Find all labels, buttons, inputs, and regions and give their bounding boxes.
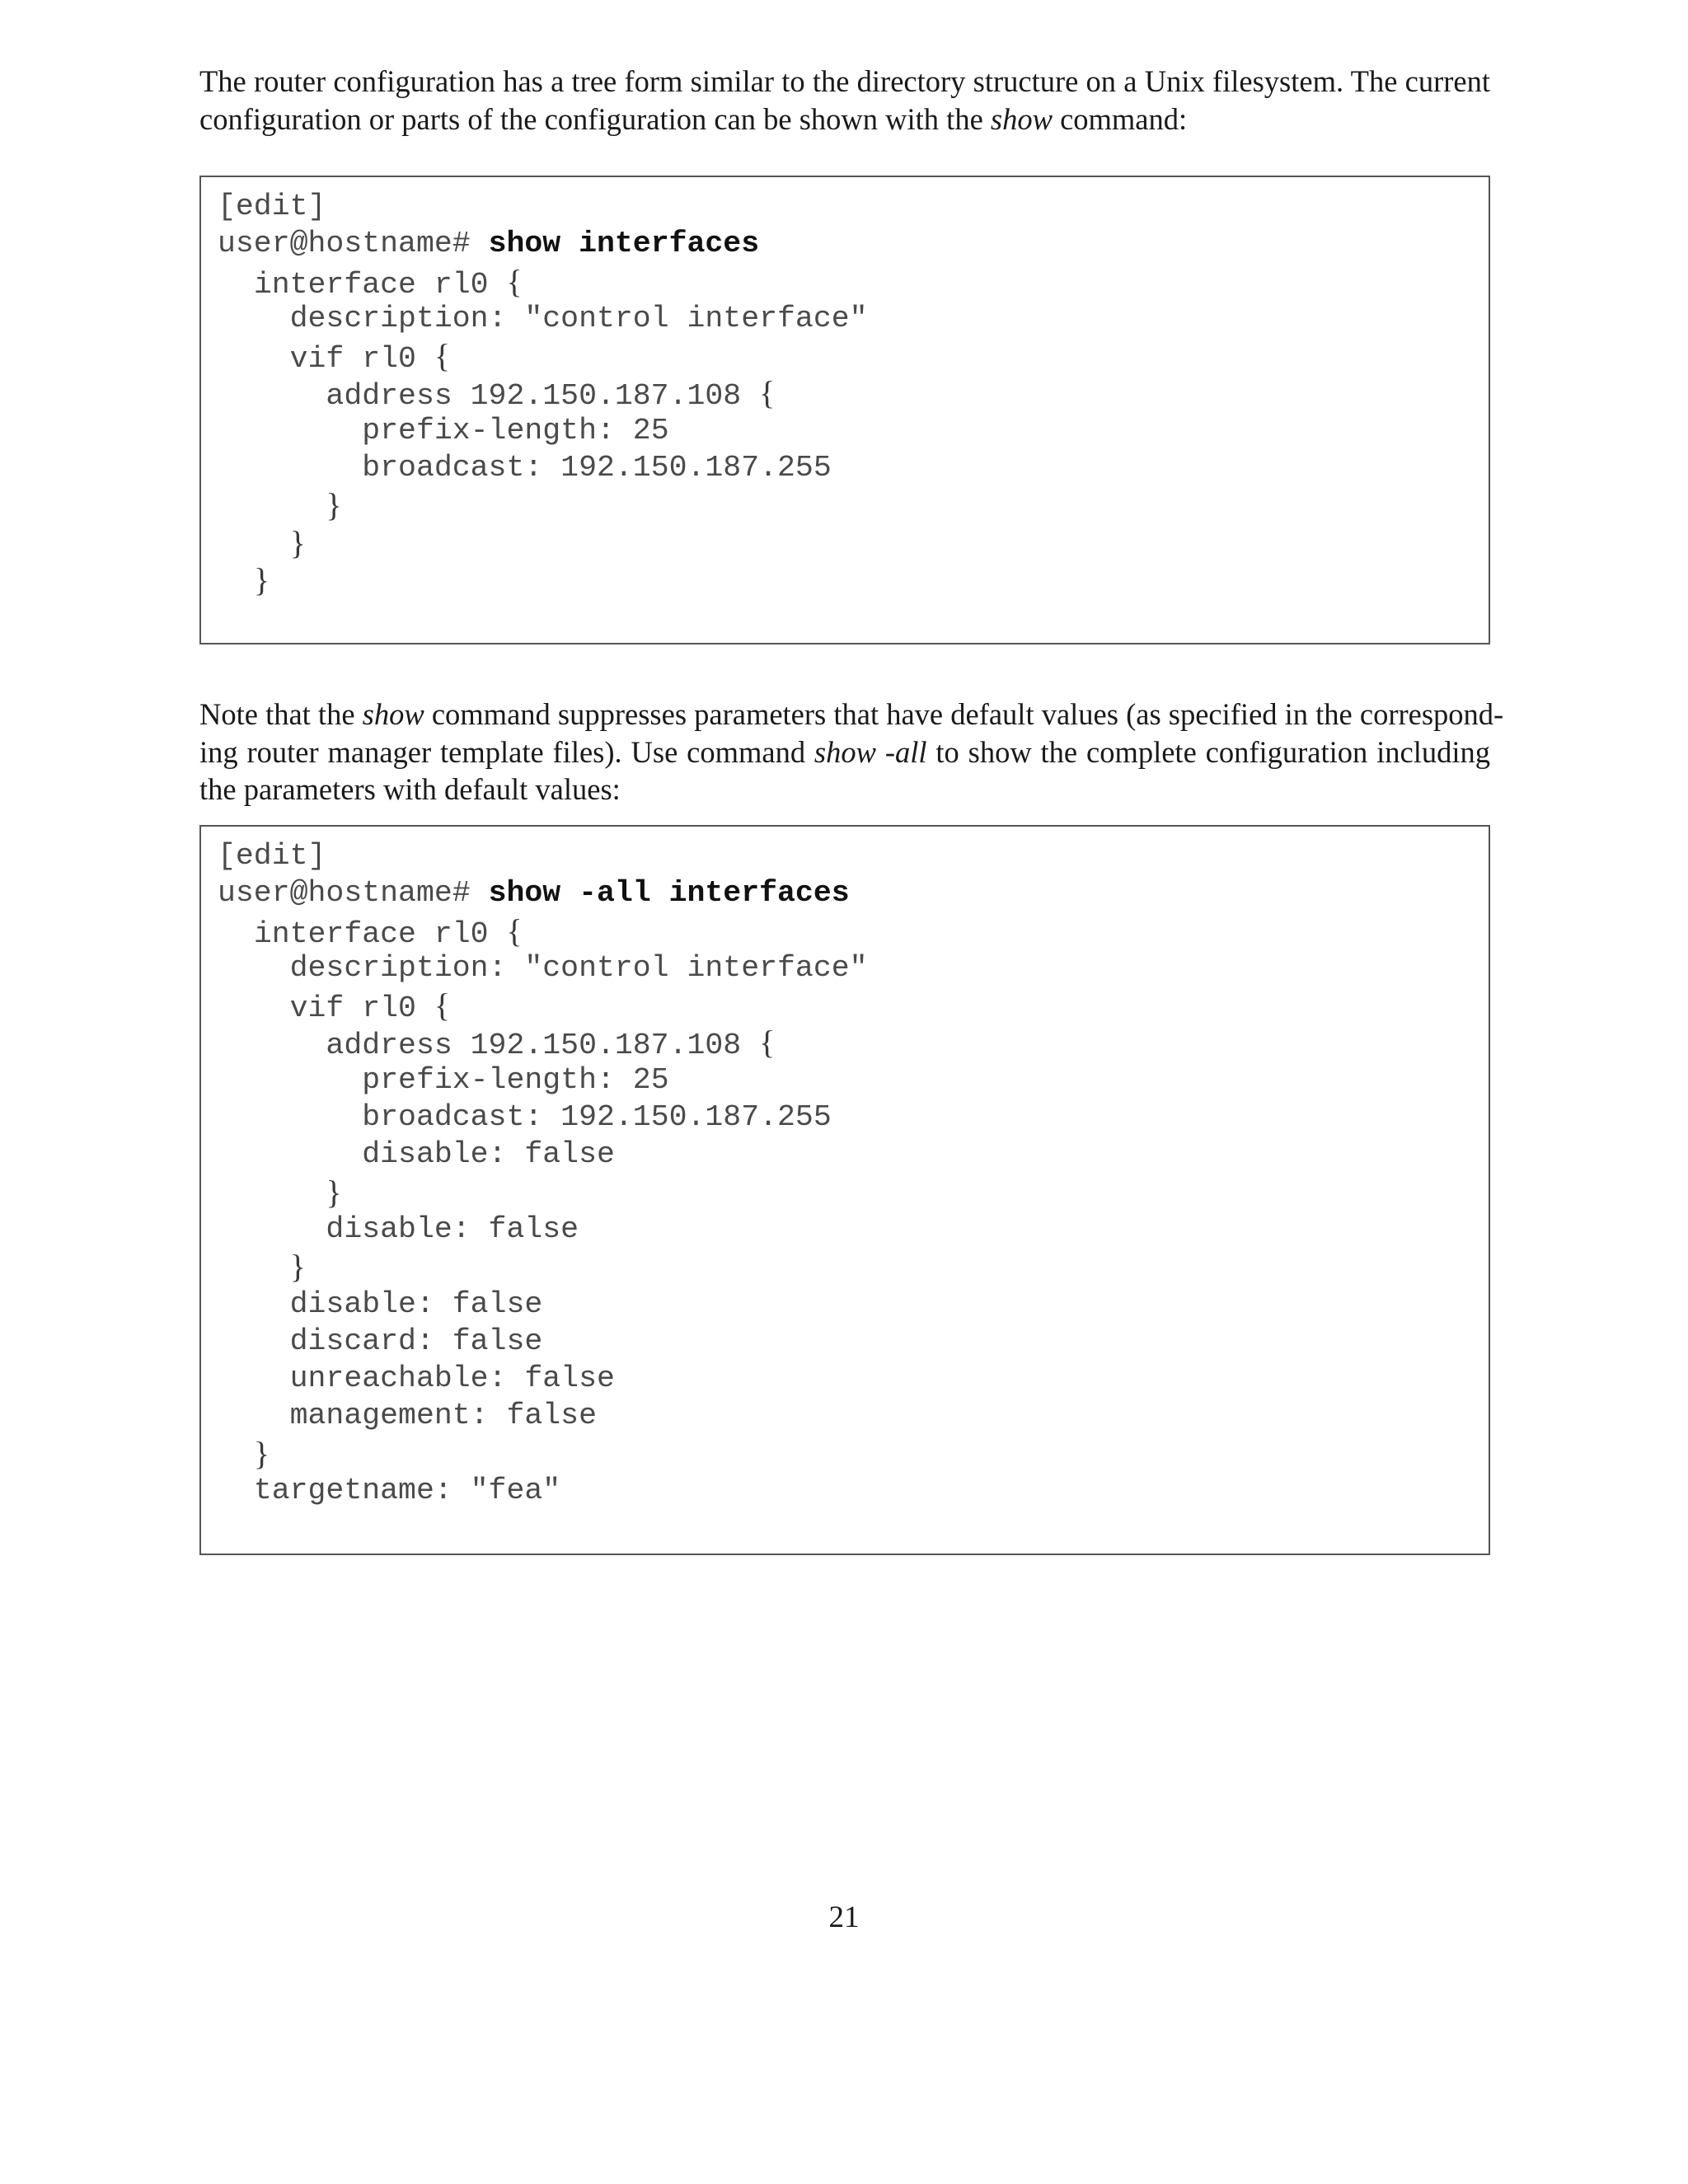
code-text: disable: false bbox=[326, 1212, 579, 1246]
code-line bbox=[218, 987, 868, 1024]
code-text: description: "control interface" bbox=[289, 301, 868, 335]
intro-text: configuration or parts of the configuration can be shown with the bbox=[199, 101, 991, 136]
note-line-1 bbox=[199, 696, 1504, 733]
code-line bbox=[218, 1211, 868, 1248]
typed-command: show interfaces bbox=[488, 227, 760, 261]
code-line bbox=[218, 486, 868, 523]
show-command-emphasis: show bbox=[362, 697, 424, 731]
code-indent bbox=[218, 951, 290, 985]
code-indent bbox=[218, 1324, 290, 1358]
code-text: vif rl0 bbox=[289, 991, 434, 1026]
intro-line-1: The router configuration has a tree form similar to the directory structure on a Unix filesystem. The current bbox=[199, 64, 1490, 98]
code-indent bbox=[218, 491, 326, 525]
code-indent bbox=[218, 991, 290, 1025]
brace-symbol: { bbox=[506, 262, 523, 300]
code-text: management: false bbox=[289, 1399, 597, 1433]
note-line-2 bbox=[199, 733, 1490, 771]
intro-text-end: command: bbox=[1052, 101, 1188, 136]
code-block-show-interfaces bbox=[199, 176, 1490, 644]
code-indent bbox=[218, 302, 290, 335]
show-all-command-emphasis: show -all bbox=[814, 734, 927, 769]
code-line bbox=[218, 188, 868, 225]
code-line bbox=[218, 1360, 868, 1397]
code-line bbox=[218, 412, 868, 449]
brace-symbol: { bbox=[759, 1024, 776, 1062]
code-line bbox=[218, 1286, 868, 1323]
brace-symbol: { bbox=[434, 987, 451, 1024]
code-indent bbox=[218, 1100, 362, 1134]
code-block-show-all-interfaces bbox=[199, 825, 1490, 1555]
brace-symbol: { bbox=[506, 912, 523, 949]
code-indent bbox=[218, 414, 362, 448]
code-indent bbox=[218, 342, 290, 376]
code-text: address 192.150.187.108 bbox=[326, 379, 760, 414]
page-number: 21 bbox=[828, 1900, 860, 1934]
code-indent bbox=[218, 379, 326, 413]
note-line-3: the parameters with default values: bbox=[199, 772, 621, 806]
brace-symbol: { bbox=[759, 374, 776, 412]
code-text: interface rl0 bbox=[253, 267, 507, 302]
code-text: disable: false bbox=[289, 1286, 543, 1321]
code-line bbox=[218, 1024, 868, 1061]
code-indent bbox=[218, 1212, 326, 1246]
code-line bbox=[218, 337, 868, 377]
note-text: Note that the bbox=[199, 697, 363, 731]
code-text: targetname: "fea" bbox=[253, 1474, 561, 1508]
code-indent bbox=[218, 1029, 326, 1062]
code-indent bbox=[218, 1287, 290, 1321]
code-text: [edit] bbox=[218, 839, 326, 873]
brace-symbol: } bbox=[289, 523, 306, 561]
code-line bbox=[218, 1435, 868, 1472]
code-line bbox=[218, 1099, 868, 1136]
code-text: vif rl0 bbox=[289, 342, 434, 377]
code-line bbox=[218, 263, 868, 300]
show-command-emphasis: show bbox=[990, 101, 1053, 136]
code-line bbox=[218, 912, 868, 949]
code-indent bbox=[218, 1399, 290, 1432]
code-text: address 192.150.187.108 bbox=[326, 1029, 760, 1063]
code-listing bbox=[218, 837, 868, 1509]
code-indent bbox=[218, 268, 254, 302]
code-line bbox=[218, 1136, 868, 1173]
code-line bbox=[218, 1062, 868, 1099]
code-line bbox=[218, 1472, 868, 1509]
brace-symbol: } bbox=[326, 1173, 342, 1211]
code-line bbox=[218, 524, 868, 561]
note-paragraph bbox=[199, 696, 1504, 808]
code-text: prefix-length: 25 bbox=[362, 413, 669, 448]
code-indent bbox=[218, 1440, 254, 1474]
code-indent bbox=[218, 1179, 326, 1212]
code-text: unreachable: false bbox=[289, 1361, 615, 1396]
code-text: discard: false bbox=[289, 1324, 543, 1358]
brace-symbol: } bbox=[289, 1248, 306, 1286]
code-text: description: "control interface" bbox=[289, 950, 868, 985]
code-line bbox=[218, 949, 868, 987]
code-text: prefix-length: 25 bbox=[362, 1062, 669, 1097]
typed-command: show -all interfaces bbox=[488, 876, 850, 911]
note-text: command suppresses parameters that have default values (as specified in the correspond- bbox=[424, 697, 1504, 731]
code-indent bbox=[218, 1137, 362, 1171]
code-text: interface rl0 bbox=[253, 916, 507, 951]
code-line bbox=[218, 837, 868, 874]
code-line bbox=[218, 225, 868, 262]
code-line bbox=[218, 449, 868, 486]
code-line bbox=[218, 300, 868, 337]
brace-symbol: } bbox=[253, 560, 270, 598]
code-line bbox=[218, 1174, 868, 1211]
code-indent bbox=[218, 917, 254, 951]
code-indent bbox=[218, 1474, 254, 1507]
note-text: to show the complete configuration including bbox=[926, 734, 1490, 769]
code-indent bbox=[218, 529, 290, 563]
code-indent bbox=[218, 451, 362, 485]
code-indent bbox=[218, 1063, 362, 1097]
code-indent bbox=[218, 1253, 290, 1286]
code-text: user@hostname# bbox=[218, 876, 489, 911]
code-text: [edit] bbox=[218, 190, 326, 223]
code-text: broadcast: 192.150.187.255 bbox=[362, 1100, 832, 1135]
code-indent bbox=[218, 1361, 290, 1395]
note-text: ing router manager template files). Use command bbox=[199, 734, 814, 769]
intro-line-2 bbox=[199, 101, 1490, 138]
code-text: broadcast: 192.150.187.255 bbox=[362, 451, 832, 485]
code-line bbox=[218, 561, 868, 598]
code-indent bbox=[218, 566, 254, 600]
code-line bbox=[218, 374, 868, 414]
code-line bbox=[218, 1248, 868, 1285]
brace-symbol: { bbox=[434, 337, 451, 375]
code-listing bbox=[218, 188, 868, 598]
code-text: disable: false bbox=[362, 1137, 615, 1172]
brace-symbol: } bbox=[326, 486, 342, 524]
brace-symbol: } bbox=[253, 1434, 270, 1472]
code-line bbox=[218, 1397, 868, 1434]
code-text: user@hostname# bbox=[218, 227, 489, 261]
code-line bbox=[218, 874, 868, 912]
code-line bbox=[218, 1323, 868, 1360]
intro-paragraph bbox=[199, 63, 1490, 138]
